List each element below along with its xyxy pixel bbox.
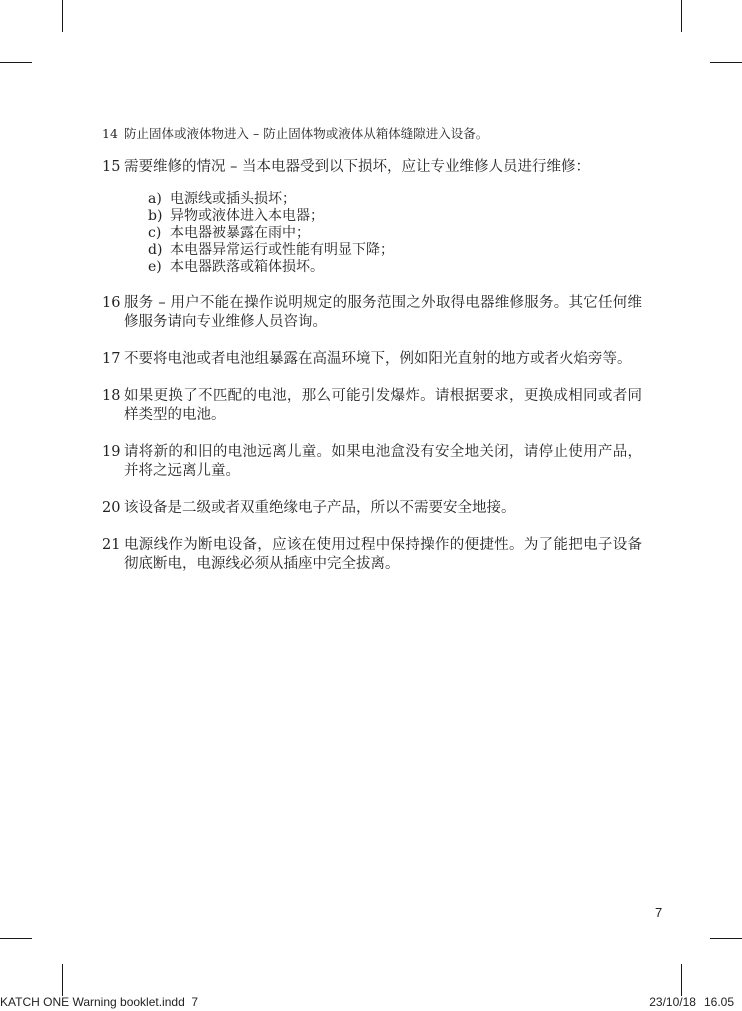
warning-item-20	[102, 499, 642, 518]
crop-mark-top-right	[710, 62, 742, 63]
item-body	[124, 158, 642, 276]
item-number: 20	[102, 500, 121, 516]
item-number: 16	[102, 295, 121, 311]
item-text: 防止固体或液体物进入 – 防止固体物或液体从箱体缝隙进入设备。	[124, 126, 489, 141]
crop-mark-bottom-right	[681, 964, 682, 996]
sub-item-e	[148, 259, 642, 276]
slug-page: 7	[191, 995, 199, 1009]
item-number: 17	[102, 351, 121, 367]
crop-mark-bottom-left	[62, 964, 63, 996]
sub-item-letter: b)	[148, 208, 163, 224]
sub-item-text: 本电器被暴露在雨中；	[170, 225, 310, 241]
warning-list	[102, 124, 642, 592]
slug-file-info	[0, 995, 198, 1009]
warning-item-18	[102, 387, 642, 425]
slug-time: 16.05	[703, 995, 734, 1009]
warning-item-15	[102, 158, 642, 276]
item-number: 14	[102, 126, 118, 141]
sub-item-c	[148, 225, 642, 242]
sub-item-letter: c)	[148, 225, 162, 241]
sub-item-b	[148, 208, 642, 225]
page-number: 7	[655, 905, 663, 920]
sub-item-text: 本电器跌落或箱体损坏。	[170, 259, 324, 275]
warning-item-16	[102, 294, 642, 332]
warning-item-21	[102, 536, 642, 574]
item-text: 电源线作为断电设备，应该在使用过程中保持操作的便捷性。为了能把电子设备彻底断电，电源线必须从插座中完全拔离。	[124, 537, 642, 572]
crop-mark-top-left	[62, 0, 63, 32]
item-text: 需要维修的情况 – 当本电器受到以下损坏，应让专业维修人员进行维修：	[124, 159, 590, 175]
crop-mark-top-left	[0, 62, 32, 63]
item-number: 21	[102, 537, 121, 553]
warning-item-19	[102, 443, 642, 481]
sub-item-d	[148, 242, 642, 259]
slug-date: 23/10/18	[649, 995, 696, 1009]
sub-item-letter: e)	[148, 259, 162, 275]
item-text: 不要将电池或者电池组暴露在高温环境下，例如阳光直射的地方或者火焰旁等。	[124, 351, 632, 367]
sub-item-text: 异物或液体进入本电器；	[170, 208, 324, 224]
sub-item-letter: d)	[148, 242, 163, 258]
item-text: 服务 – 用户不能在操作说明规定的服务范围之外取得电器维修服务。其它任何维修服务请向专业维修人员咨询。	[124, 295, 642, 330]
slug-filename: KATCH ONE Warning booklet.indd	[0, 995, 185, 1009]
warning-item-17	[102, 350, 642, 369]
damage-conditions-list	[148, 191, 642, 276]
sub-item-text: 电源线或插头损坏；	[170, 191, 296, 207]
sub-item-letter: a)	[148, 191, 162, 207]
warning-item-14	[102, 124, 642, 143]
sub-item-a	[148, 191, 642, 208]
slug-timestamp	[649, 995, 734, 1009]
crop-mark-top-right	[681, 0, 682, 32]
item-text: 请将新的和旧的电池远离儿童。如果电池盒没有安全地关闭，请停止使用产品，并将之远离儿童。	[124, 444, 642, 479]
item-number: 15	[102, 159, 121, 175]
crop-mark-bottom-right	[710, 938, 742, 939]
item-text: 该设备是二级或者双重绝缘电子产品，所以不需要安全地接。	[124, 500, 516, 516]
item-text: 如果更换了不匹配的电池，那么可能引发爆炸。请根据要求，更换成相同或者同样类型的电池。	[124, 388, 642, 423]
item-number: 18	[102, 388, 121, 404]
item-number: 19	[102, 444, 121, 460]
sub-item-text: 本电器异常运行或性能有明显下降；	[170, 242, 394, 258]
crop-mark-bottom-left	[0, 938, 32, 939]
